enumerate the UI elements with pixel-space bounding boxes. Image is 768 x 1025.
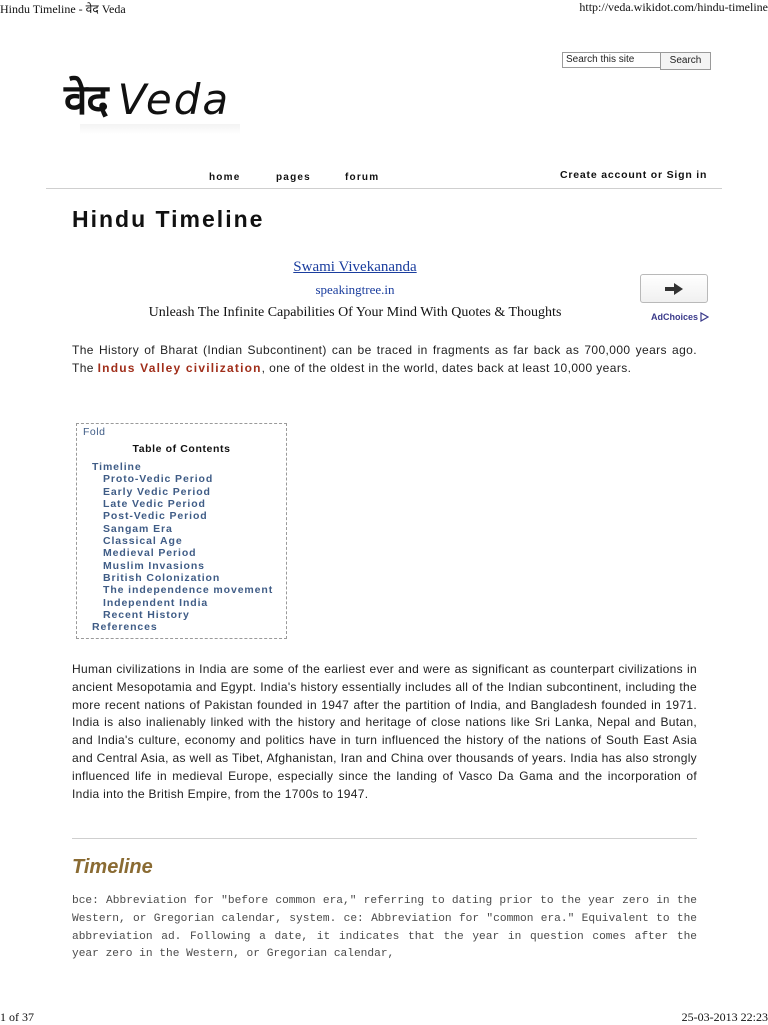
arrow-right-icon <box>665 283 683 295</box>
intro-text-after: , one of the oldest in the world, dates back at least 10,000 years. <box>261 361 632 375</box>
ad-title-link[interactable]: Swami Vivekananda <box>293 259 417 275</box>
table-of-contents <box>76 423 287 639</box>
toc-link-sangam-era[interactable]: Sangam Era <box>103 522 173 535</box>
toc-link-medieval-period[interactable]: Medieval Period <box>103 547 197 560</box>
timeline-heading: Timeline <box>72 856 153 878</box>
toc-list <box>77 461 273 634</box>
adchoices-label: AdChoices <box>651 312 699 322</box>
toc-link-proto-vedic[interactable]: Proto-Vedic Period <box>103 473 214 486</box>
toc-link-post-vedic[interactable]: Post-Vedic Period <box>103 510 208 523</box>
intro-paragraph <box>72 341 697 377</box>
intro-text-before: The History of Bharat (Indian Subcontinent) can be traced in fragments as far back as 700,000 years ago. The <box>72 343 697 375</box>
sign-in-link[interactable]: Sign in <box>666 169 708 181</box>
indus-valley-link[interactable]: Indus Valley civilization <box>97 361 262 375</box>
search-input[interactable]: Search this site <box>562 52 664 68</box>
adchoices-icon <box>700 312 709 322</box>
toc-link-classical-age[interactable]: Classical Age <box>103 535 183 548</box>
adchoices-link[interactable] <box>651 312 709 322</box>
nav-item-forum[interactable]: forum <box>345 172 380 183</box>
print-footer-page: 1 of 37 <box>0 1010 34 1024</box>
account-or-text: or <box>650 169 667 181</box>
toc-link-recent-history[interactable]: Recent History <box>103 609 190 622</box>
page-title: Hindu Timeline <box>72 206 265 232</box>
toc-link-timeline[interactable]: Timeline <box>92 461 142 473</box>
toc-link-late-vedic[interactable]: Late Vedic Period <box>103 498 206 511</box>
toc-fold-toggle[interactable]: Fold <box>83 426 106 438</box>
toc-link-independence-movement[interactable]: The independence movement <box>103 584 274 597</box>
toc-link-muslim-invasions[interactable]: Muslim Invasions <box>103 559 205 572</box>
logo-devanagari: वेद <box>64 75 108 124</box>
create-account-link[interactable]: Create account <box>560 169 648 181</box>
toc-link-british-colonization[interactable]: British Colonization <box>103 572 221 585</box>
print-header-title: Hindu Timeline - वेद Veda <box>0 2 126 16</box>
ad-description: Unleash The Infinite Capabilities Of Your Mind With Quotes & Thoughts <box>148 305 562 320</box>
logo-latin: Veda <box>117 75 231 124</box>
print-footer-datetime: 25-03-2013 22:23 <box>681 1010 768 1024</box>
toc-title: Table of Contents <box>132 443 231 455</box>
account-links <box>560 169 707 181</box>
body-paragraph: Human civilizations in India are some of the earliest ever and were as significant as counterpart civilizations in ancient Mesopotamia and Egypt. India's history essentially includes all of the Indian subcontinent, including the more recent nations of Pakistan founded in 1947 after the partition of India, and Bangladesh founded in 1971. India is also inalienably linked with the history and heritage of close nations like Sri Lanka, Nepal and Butan, and India's culture, economy and politics have in turn influenced the history of the nations of South East Asia and Central Asia, as well as Tibet, Afghanistan, Iran and China over thousands of years. India has also strongly influenced life in medieval Europe, especially since the landing of Vasco Da Gama and the incorporation of India into the British Empire, from the 1700s to 1947. <box>72 662 697 801</box>
toc-link-early-vedic[interactable]: Early Vedic Period <box>103 485 211 498</box>
timeline-text: bce: Abbreviation for "before common era," referring to dating prior to the year zero in the Western, or Gregorian calendar, system. ce: Abbreviation for "common era." Equivalent to the abbreviation ad. Following a date, it indicates that the year in question comes after the year zero in the Western, or Gregorian calendar, <box>72 895 697 961</box>
toc-link-references[interactable]: References <box>92 621 158 634</box>
nav-item-home[interactable]: home <box>209 172 241 183</box>
ad-domain[interactable]: speakingtree.in <box>315 282 395 297</box>
site-logo[interactable] <box>64 70 230 130</box>
nav-divider <box>46 188 722 189</box>
search-button[interactable]: Search <box>660 52 711 70</box>
ad-arrow-button[interactable] <box>640 274 708 303</box>
logo-reflection <box>80 124 240 134</box>
toc-link-independent-india[interactable]: Independent India <box>103 596 209 609</box>
section-divider <box>72 838 697 839</box>
print-header-url: http://veda.wikidot.com/hindu-timeline <box>579 0 768 14</box>
nav-item-pages[interactable]: pages <box>276 172 311 183</box>
